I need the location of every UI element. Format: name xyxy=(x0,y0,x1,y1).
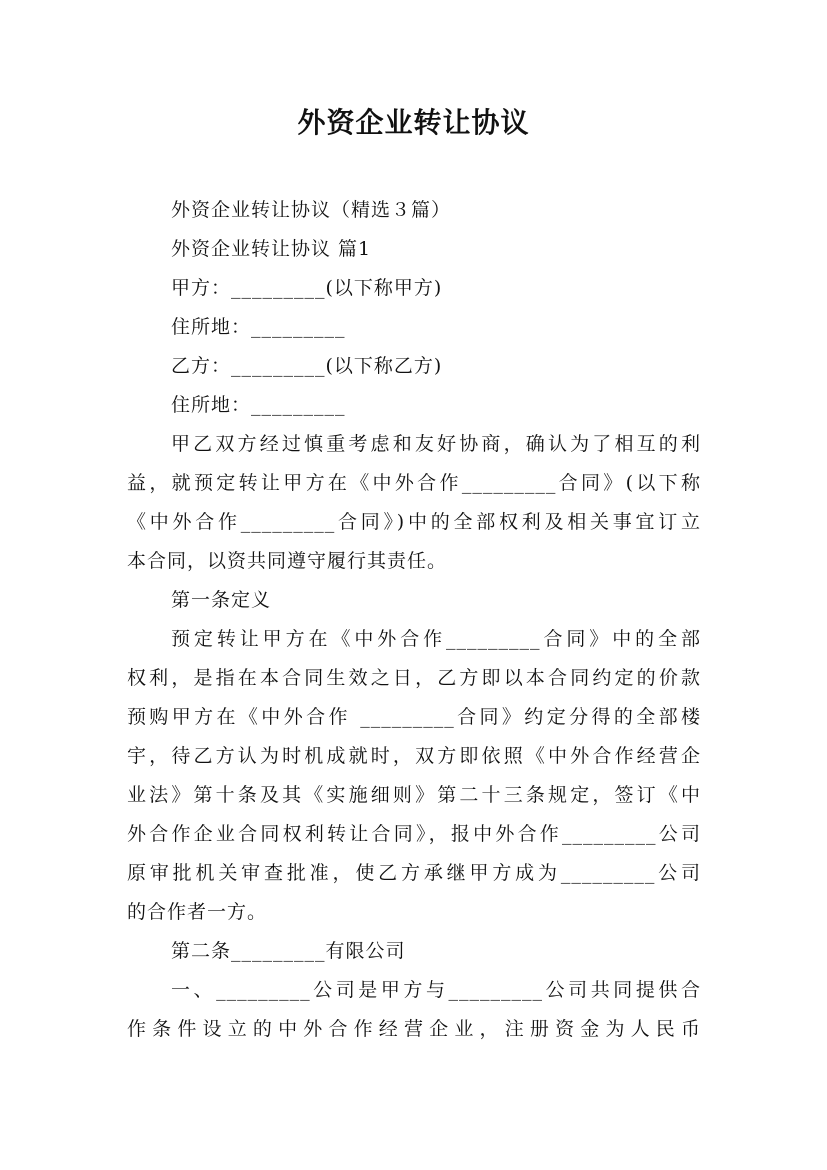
document-line: 乙方：_________(以下称乙方) xyxy=(171,355,443,377)
document-line: 预购甲方在《中外合作 _________合同》约定分得的全部楼 xyxy=(127,706,701,728)
document-body xyxy=(127,191,701,1049)
document-line: 第一条定义 xyxy=(171,589,272,611)
document-line: 原审批机关审查批准，使乙方承继甲方成为_________公司 xyxy=(127,862,701,884)
document-line: 甲乙双方经过慎重考虑和友好协商，确认为了相互的利 xyxy=(171,433,701,455)
document-line: 外资企业转让协议 篇1 xyxy=(171,238,372,260)
document-line: 作条件设立的中外合作经营企业，注册资金为人民币 xyxy=(127,1018,701,1040)
document-line: 住所地：_________ xyxy=(171,316,346,338)
document-line: 业法》第十条及其《实施细则》第二十三条规定，签订《中 xyxy=(127,784,701,806)
document-line: 第二条_________有限公司 xyxy=(171,940,406,962)
document-line: 宇，待乙方认为时机成就时，双方即依照《中外合作经营企 xyxy=(127,745,701,767)
document-line: 外合作企业合同权利转让合同》，报中外合作_________公司 xyxy=(127,823,701,845)
document-line: 权利，是指在本合同生效之日，乙方即以本合同约定的价款 xyxy=(127,667,701,689)
document-line: 外资企业转让协议（精选３篇） xyxy=(171,199,452,221)
document-line: 预定转让甲方在《中外合作_________合同》中的全部 xyxy=(171,628,701,650)
document-line: 《中外合作_________合同》)中的全部权利及相关事宜订立 xyxy=(127,511,701,533)
document-line: 住所地：_________ xyxy=(171,394,346,416)
document-line: 本合同，以资共同遵守履行其责任。 xyxy=(127,550,448,572)
document-line: 益，就预定转让甲方在《中外合作_________合同》(以下称 xyxy=(127,472,701,494)
document-title: 外资企业转让协议 xyxy=(297,106,530,139)
document-line: 一、_________公司是甲方与_________公司共同提供合 xyxy=(171,979,701,1001)
document-line: 的合作者一方。 xyxy=(127,901,268,923)
document-line: 甲方：_________(以下称甲方) xyxy=(171,277,443,299)
